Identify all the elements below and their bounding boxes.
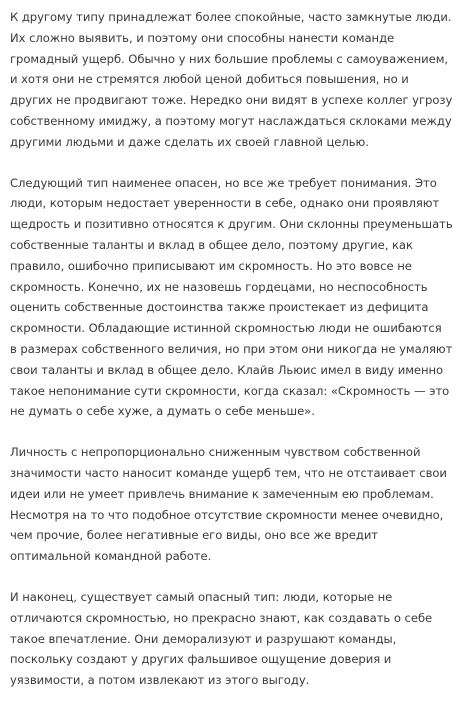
text-line: такое впечатление. Они деморализуют и разрушают команды, (10, 631, 397, 646)
text-line: правило, ошибочно приписывают им скромность. Но это вовсе не (10, 258, 412, 273)
paragraph-4 (10, 587, 455, 691)
article-body (10, 7, 455, 711)
text-line: Личность с непропорционально сниженным чувством собственной (10, 445, 421, 460)
text-line: громадный ущерб. Обычно у них большие проблемы с самоуважением, (10, 51, 449, 66)
text-line: других не продвигают тоже. Нередко они видят в успехе коллег угрозу (10, 93, 453, 108)
text-line: другими людьми и даже сделать их своей главной целью. (10, 134, 369, 149)
text-line: оценить собственные достоинства также проистекает из дефицита (10, 300, 429, 315)
text-line: не думать о себе хуже, а думать о себе меньше». (10, 404, 315, 419)
paragraph-3 (10, 442, 455, 567)
text-line: Их сложно выявить, и поэтому они способны нанести команде (10, 30, 395, 45)
text-line: идеи или не умеет привлечь внимание к замеченным ею проблемам. (10, 486, 434, 501)
text-line: отличаются скромностью, но прекрасно знают, как создавать о себе (10, 610, 433, 625)
text-line: уязвимости, а потом извлекают из этого выгоду. (10, 673, 310, 688)
text-line: скромность. Конечно, их не назовешь гордецами, но неспособность (10, 279, 428, 294)
text-line: такое непонимание сути скромности, когда сказал: «Скромность — это (10, 383, 450, 398)
paragraph-1 (10, 7, 455, 153)
text-line: чем прочие, более негативные его виды, оно все же вредит (10, 528, 379, 543)
text-line: оптимальной командной работе. (10, 549, 212, 564)
text-line: Следующий тип наименее опасен, но все же требует понимания. Это (10, 175, 437, 190)
text-line: Несмотря на то что подобное отсутствие скромности менее очевидно, (10, 507, 444, 522)
text-line: и хотя они не стремятся любой ценой добиться повышения, но и (10, 72, 409, 87)
paragraph-2 (10, 173, 455, 423)
text-line: И наконец, существует самый опасный тип: люди, которые не (10, 589, 393, 604)
text-line: собственные таланты и вклад в общее дело, поэтому другие, как (10, 237, 413, 252)
text-line: собственному имиджу, а поэтому могут наслаждаться склоками между (10, 113, 452, 128)
text-line: в размерах собственного величия, но при этом они никогда не умаляют (10, 341, 453, 356)
text-line: значимости часто наносит команде ущерб тем, что не отстаивает свои (10, 465, 447, 480)
text-line: люди, которым недостает уверенности в себе, однако они проявляют (10, 196, 440, 211)
text-line: скромности. Обладающие истинной скромностью люди не ошибаются (10, 321, 442, 336)
text-line: К другому типу принадлежат более спокойные, часто замкнутые люди. (10, 10, 452, 24)
text-line: свои таланты и вклад в общее дело. Клайв Льюис имел в виду именно (10, 362, 444, 377)
text-line: поскольку создают у других фальшивое ощущение доверия и (10, 652, 392, 667)
text-line: щедрость и позитивно относятся к другим. Они склонны преуменьшать (10, 217, 453, 232)
